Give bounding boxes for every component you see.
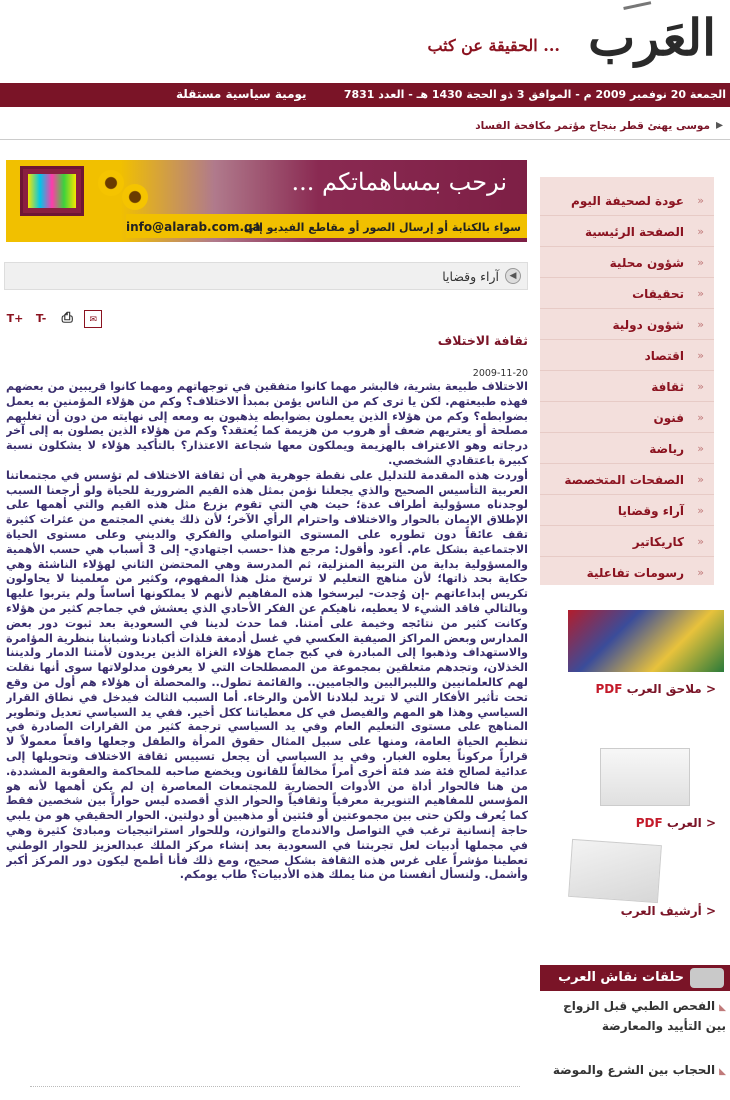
- email-article-icon[interactable]: ✉: [84, 310, 102, 328]
- nav-arrow-icon: »: [697, 442, 704, 455]
- link-arrow-icon: <: [705, 816, 716, 830]
- nav-arrow-icon: »: [697, 225, 704, 238]
- ticker-headline[interactable]: موسى يهنئ قطر بنجاح مؤتمر مكافحة الفساد: [475, 120, 710, 132]
- section-bar: [4, 262, 528, 290]
- nav-item-label: تحقيقات: [632, 287, 684, 301]
- nav-item-label: شؤون دولية: [612, 318, 684, 332]
- nav-item-label: فنون: [653, 411, 684, 425]
- sidebar: [540, 160, 730, 1100]
- supplements-pdf-link[interactable]: [596, 682, 717, 702]
- banner-headline: نرحب بمساهماتكم ...: [291, 168, 507, 196]
- sidebar-nav: [540, 177, 714, 585]
- nav-item-international[interactable]: [540, 309, 714, 340]
- news-ticker: [0, 114, 730, 140]
- discussions-title: حلقات نقاش العرب: [558, 970, 684, 985]
- nav-arrow-icon: »: [697, 287, 704, 300]
- date-bar: [0, 83, 730, 107]
- sunflower-icon: [122, 184, 148, 210]
- article-date: 2009-11-20: [472, 368, 528, 379]
- banner-email[interactable]: info@alarab.com.qa: [126, 220, 261, 234]
- nav-item-label: عودة لصحيفة اليوم: [571, 194, 684, 208]
- nav-item-label: رياضة: [649, 442, 684, 456]
- site-slogan: يومية سياسية مستقلة: [176, 87, 307, 101]
- nav-arrow-icon: »: [697, 411, 704, 424]
- nav-item-special-pages[interactable]: [540, 464, 714, 495]
- nav-item-label: الصفحة الرئيسية: [584, 225, 684, 239]
- arrow-circle-icon: ◀: [505, 268, 521, 284]
- issue-date: الجمعة 20 نوفمبر 2009 م - الموافق 3 ذو الحجة 1430 هـ - العدد 7831: [343, 88, 726, 101]
- nav-item-interactive[interactable]: [540, 557, 714, 588]
- print-icon[interactable]: ⎙: [61, 310, 73, 326]
- quote-icon: ◣: [719, 1003, 726, 1013]
- discussion-item-label: الفحص الطبي قبل الزواج بين التأييد والمعارضة: [563, 999, 726, 1033]
- nav-item-sports[interactable]: [540, 433, 714, 464]
- nav-arrow-icon: »: [697, 194, 704, 207]
- nav-item-label: رسومات تفاعلية: [586, 566, 684, 580]
- link-label: ملاحق العرب: [626, 682, 702, 696]
- nav-item-investigations[interactable]: [540, 278, 714, 309]
- nav-item-label: اقتصاد: [644, 349, 684, 363]
- tv-icon: [20, 166, 84, 216]
- nav-item-caricature[interactable]: [540, 526, 714, 557]
- nav-item-local[interactable]: [540, 247, 714, 278]
- nav-arrow-icon: »: [697, 504, 704, 517]
- nav-arrow-icon: »: [697, 349, 704, 362]
- site-tagline: ... الحقيقة عن كثب: [427, 36, 560, 55]
- supplements-covers-image[interactable]: [568, 610, 724, 672]
- contributions-banner[interactable]: [6, 160, 527, 242]
- nav-arrow-icon: »: [697, 473, 704, 486]
- nav-arrow-icon: »: [697, 318, 704, 331]
- ticker-bullet-icon: ▸: [715, 117, 723, 133]
- section-label[interactable]: آراء وقضايا: [442, 269, 499, 284]
- site-logo[interactable]: العَرب: [588, 8, 716, 67]
- article-body: [6, 380, 528, 1080]
- font-decrease-icon[interactable]: T-: [35, 312, 47, 325]
- alarab-pdf-link[interactable]: [636, 816, 716, 836]
- discussion-item[interactable]: [544, 1061, 726, 1081]
- nav-item-opinions[interactable]: [540, 495, 714, 526]
- nav-item-label: آراء وقضايا: [617, 504, 684, 518]
- nav-item-label: ثقافة: [651, 380, 684, 394]
- nav-arrow-icon: »: [697, 566, 704, 579]
- discussions-header: [540, 965, 730, 991]
- banner-subline: سواء بالكتابة أو إرسال الصور أو مقاطع الفيديو إلى: [243, 221, 521, 234]
- pdf-label: PDF: [635, 816, 663, 830]
- nav-item-culture[interactable]: [540, 371, 714, 402]
- archive-cover-image[interactable]: [568, 839, 662, 903]
- alarab-pdf-cover-image[interactable]: [600, 748, 690, 806]
- font-increase-icon[interactable]: T+: [6, 312, 24, 325]
- link-arrow-icon: <: [705, 904, 716, 918]
- nav-item-arts[interactable]: [540, 402, 714, 433]
- link-label: أرشيف العرب: [620, 904, 702, 918]
- link-arrow-icon: <: [705, 682, 716, 696]
- nav-arrow-icon: »: [697, 380, 704, 393]
- article-paragraph: أوردت هذه المقدمة للتدليل على نقطة جوهرية هي أن ثقافة الاختلاف لم تؤسس في مجتمعاتنا العربية التأسيس الصحيح والذي يجعلنا نؤمن بمثل هذه القيم الضرورية للحياة ولو أرجعنا السبب لوجدناه مسؤولية أطراف عدة؛ حيث هي التي تقوم بزرع مثل هذه القيم والتي أهمها على الإطلاق الإيمان بالحوار والاختلاف واحترام الرأي الآخر؛ لأن ذلك يغني المجتمع من عثرات كثيرة تقف عائقاً دون تطوره على المستوى التواصلي والفكري والديني وعلى مستوى الحياة الاجتماعية بشكل عام. أعود وأقول: مرجع هذا -حسب اجتهادي- إلى 3 أسباب هي حسب الأهمية والمسؤولية بداية من التربية المنزلية، ثم المدرسة وهي المحتضن الثاني لهؤلاء الناشئة وهي حكاية بحد ذاتها؛ لأن مناهج التعليم لا ترسخ مثل هذا المفهوم، وكثير من معلمينا لا يحاولون تكريس إبداعاتهم -إن وُجدت- ليرسخوا هذه المفاهيم لأنهم لا يملكونها أساساً ولم يتربوا عليها وبالتالي فاقد الشيء لا يعطيه، ناهيكم عن الفكر الأحادي الذي يعشش في جماجم كثير من هؤلاء وكانت كثير من نتائجه وخيمة على أمتنا. فما حدث لدينا في السعودية بعد ثبوت دور بعض المدارس وبعض المراكز الصيفية العكسي في غسل أدمغة فلذات أكبادنا وشبابنا بنظرية المؤامرة والاستهداف وذهبوا إلى المبادرة في كبح جماح هؤلاء الغزاة الذين يريدون لأمتنا الدمار ولديننا الخذلان، وتجدهم متعلقين بمجموعة من المصطلحات التي لا يعرفون مدلولاتها سوى أنها نقلت لهم كالعلمانيين والليبراليين والجاميين.. والقائمة تطول.. والمحصلة أن هؤلاء هم أول من وقع تحت تأثير الأفكار التي لا تريد لبلادنا الأمن والرخاء. أما السبب الثالث فيدخل في نطاق القرار السياسي وهذا هو المهم والفيصل في كل معطياتنا ككل أخير. ففي يد السياسي تعديل وتطوير المناهج على مستوى التعليم العام وفي يد السياسي ترجمة كثير من القرارات الصادرة في تنظيم الحياة العامة، ومنها على سبيل المثال حقوق المرأة والطفل وجعلها واقعاً معمولاً لا قراراً مركوناً يعلوه الغبار. وفي يد السياسي أن يجعل تسييس ثقافة الاختلاف وتحويلها إلى عدائية لصالح فئة ضد فئة أخرى أمراً مخالفاً للقانون ويخضع صاحبه للمحاكمة والعقوبة المشددة. من هنا فالحوار أداة من الأدوات الحضارية للمجتمعات المعاصرة إن لم يكن أهمها لأنه هو المؤسس للمفاهيم التنويرية معرفياً وثقافياً والحوار الذي أقصده ليس حواراً بين شخصين فقط كما يُعرف ولكن حتى بين مجموعتين أو فئتين أو مذهبين أو دولتين. الحوار الحقيقي هو من يلبي حاجة إنسانية ترغب في التواصل والاندماج والتوازن، وللحوار استراتيجيات ومبادئ كثيرة وهي في مجملها أدبيات لعل تجربتنا في السعودية بعد إنشاء مركز الملك عبدالعزيز للحوار الوطني تعطينا مؤشراً على غرس هذه الثقافة بشكل صحيح، ومع ذلك فأنا أطمح ليكون دور المركز أكبر وأشمل. ولنسأل أنفسنا من منا يملك هذه الأدبيات؟ طاب يومكم.: [6, 468, 528, 882]
- nav-item-label: الصفحات المتخصصة: [564, 473, 684, 487]
- nav-item-economy[interactable]: [540, 340, 714, 371]
- sunflower-icon: [98, 170, 124, 196]
- quote-icon: ◣: [719, 1067, 726, 1077]
- discussions-box: [540, 965, 730, 1100]
- article-divider: [30, 1086, 520, 1087]
- link-label: العرب: [666, 816, 702, 830]
- archive-link[interactable]: [621, 904, 716, 924]
- nav-arrow-icon: »: [697, 535, 704, 548]
- article-tools: [6, 307, 105, 327]
- discussion-people-icon: [690, 968, 724, 988]
- nav-item-label: كاريكاتير: [632, 535, 684, 549]
- discussion-item[interactable]: [544, 997, 726, 1035]
- nav-item-today[interactable]: [540, 185, 714, 216]
- discussion-item-label: الحجاب بين الشرع والموضة: [552, 1063, 716, 1077]
- nav-arrow-icon: »: [697, 256, 704, 269]
- article-paragraph: الاختلاف طبيعة بشرية، فالبشر مهما كانوا متفقين في توجهاتهم ومهما كانوا قريبين من بعضهم فهذه طبيعتهم. لكن يا ترى كم من الناس يؤمن بمبدأ الاختلاف؟ وكم من هؤلاء المؤمنين به يعمل بضوابطه؟ وكم من هؤلاء الذين يعملون بضوابطه يذهبون به ومعه إلى نهايته من دون أن تغلبهم مصلحة أو يعتريهم ضعف أو هروب من هزيمة كما يُعتقد؟ وكم من هؤلاء الذين يصلون به إلى آخر درجاته وهو الاعتراف بالهزيمة ويملكون معها شجاعة الاعتذار؟ بالتأكيد هؤلاء لا يشكلون نسبة كبيرة باعتقادي الشخصي.: [6, 380, 528, 467]
- nav-item-home[interactable]: [540, 216, 714, 247]
- article-title: ثقافة الاختلاف: [437, 333, 528, 348]
- site-header: [0, 0, 730, 82]
- pdf-label: PDF: [595, 682, 623, 696]
- nav-item-label: شؤون محلية: [609, 256, 684, 270]
